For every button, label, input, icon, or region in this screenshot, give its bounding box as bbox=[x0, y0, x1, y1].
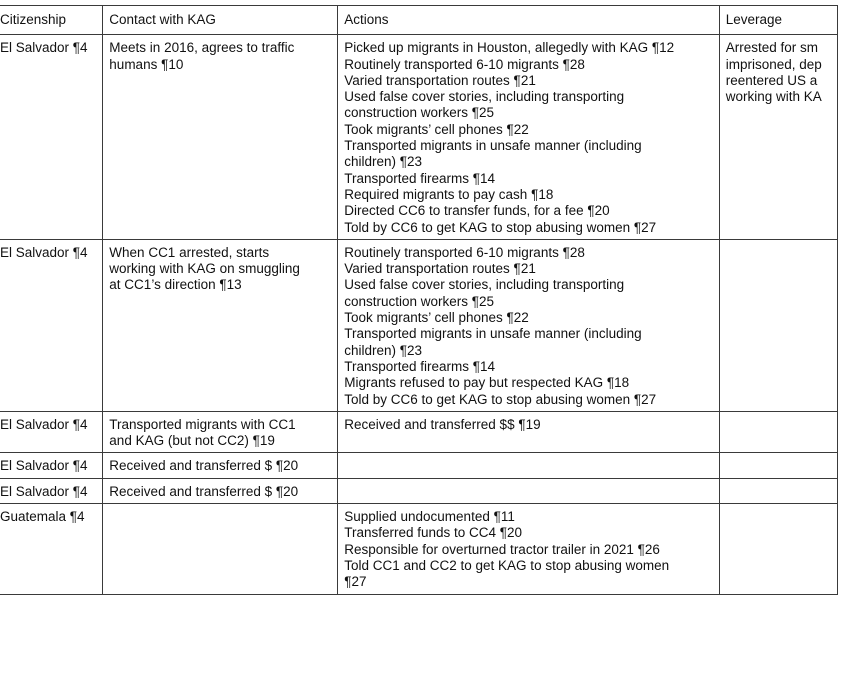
cell-line: Arrested for sm bbox=[725, 40, 819, 56]
cell-line: El Salvador ¶4 bbox=[0, 40, 88, 56]
cell-line: Used false cover stories, including transporting bbox=[344, 277, 625, 293]
contact-cell bbox=[103, 478, 338, 503]
cell-line: Told by CC6 to get KAG to stop abusing women ¶27 bbox=[344, 219, 657, 235]
cell-line: Took migrants’ cell phones ¶22 bbox=[344, 121, 529, 137]
cell-line: Used false cover stories, including transporting bbox=[344, 89, 625, 105]
leverage-cell bbox=[719, 239, 837, 411]
contact-cell bbox=[103, 504, 338, 594]
contact-cell bbox=[103, 453, 338, 478]
cell-line: imprisoned, dep bbox=[725, 56, 822, 72]
cell-line: children) ¶23 bbox=[344, 154, 423, 170]
leverage-cell bbox=[719, 411, 837, 453]
table-row bbox=[0, 411, 838, 453]
cell-line: Guatemala ¶4 bbox=[0, 509, 85, 525]
leverage-cell bbox=[719, 453, 837, 478]
contact-cell bbox=[103, 239, 338, 411]
cell-line: Routinely transported 6-10 migrants ¶28 bbox=[344, 56, 585, 72]
citizenship-cell bbox=[0, 239, 103, 411]
cell-line: Took migrants’ cell phones ¶22 bbox=[344, 310, 529, 326]
table-body bbox=[0, 35, 838, 594]
citizenship-cell bbox=[0, 411, 103, 453]
cell-line: Supplied undocumented ¶11 bbox=[344, 509, 515, 525]
cell-line: Received and transferred $ ¶20 bbox=[109, 458, 299, 474]
header-contact: Contact with KAG bbox=[103, 6, 338, 35]
leverage-cell bbox=[719, 504, 837, 594]
table-row bbox=[0, 478, 838, 503]
evidence-table bbox=[0, 5, 838, 595]
leverage-cell bbox=[719, 35, 837, 240]
actions-cell bbox=[338, 504, 720, 594]
cell-line: Migrants refused to pay but respected KAG ¶18 bbox=[344, 375, 630, 391]
cell-line: Transported migrants in unsafe manner (including bbox=[344, 326, 642, 342]
cell-line: Transported firearms ¶14 bbox=[344, 358, 496, 374]
cell-line: at CC1’s direction ¶13 bbox=[109, 277, 242, 293]
cell-line: Responsible for overturned tractor trailer in 2021 ¶26 bbox=[344, 541, 660, 557]
actions-cell bbox=[338, 453, 720, 478]
cell-line: El Salvador ¶4 bbox=[0, 483, 88, 499]
cell-line: Received and transferred $$ ¶19 bbox=[344, 416, 541, 432]
cell-line: Transported migrants with CC1 bbox=[109, 416, 296, 432]
cell-line: and KAG (but not CC2) ¶19 bbox=[109, 433, 275, 449]
header-row bbox=[0, 6, 838, 35]
cell-line: Transferred funds to CC4 ¶20 bbox=[344, 525, 523, 541]
citizenship-cell bbox=[0, 478, 103, 503]
table-row bbox=[0, 453, 838, 478]
cell-line: working with KAG on smuggling bbox=[109, 261, 300, 277]
cell-line: Directed CC6 to transfer funds, for a fee ¶20 bbox=[344, 203, 610, 219]
header-leverage: Leverage bbox=[719, 6, 837, 35]
table-row bbox=[0, 35, 838, 240]
cell-line: reentered US a bbox=[725, 72, 818, 88]
cell-line: Meets in 2016, agrees to traffic bbox=[109, 40, 295, 56]
cell-line: Told by CC6 to get KAG to stop abusing women ¶27 bbox=[344, 391, 657, 407]
citizenship-cell bbox=[0, 504, 103, 594]
cell-line: Required migrants to pay cash ¶18 bbox=[344, 186, 554, 202]
header-citizenship: Citizenship bbox=[0, 6, 103, 35]
table-row bbox=[0, 504, 838, 594]
header-actions: Actions bbox=[338, 6, 720, 35]
cell-line: El Salvador ¶4 bbox=[0, 416, 88, 432]
actions-cell bbox=[338, 411, 720, 453]
contact-cell bbox=[103, 411, 338, 453]
cell-line: El Salvador ¶4 bbox=[0, 458, 88, 474]
cell-line: ¶27 bbox=[344, 574, 367, 590]
leverage-cell bbox=[719, 478, 837, 503]
cell-line: When CC1 arrested, starts bbox=[109, 244, 270, 260]
cell-line: Routinely transported 6-10 migrants ¶28 bbox=[344, 244, 585, 260]
actions-cell bbox=[338, 239, 720, 411]
cell-line: Varied transportation routes ¶21 bbox=[344, 72, 536, 88]
cell-line: humans ¶10 bbox=[109, 56, 184, 72]
actions-cell bbox=[338, 478, 720, 503]
cell-line: Transported firearms ¶14 bbox=[344, 170, 496, 186]
cell-line: Transported migrants in unsafe manner (including bbox=[344, 138, 642, 154]
contact-cell bbox=[103, 35, 338, 240]
cell-line: working with KA bbox=[725, 89, 822, 105]
cell-line: El Salvador ¶4 bbox=[0, 244, 88, 260]
citizenship-cell bbox=[0, 35, 103, 240]
actions-cell bbox=[338, 35, 720, 240]
cell-line: children) ¶23 bbox=[344, 342, 423, 358]
cell-line: Told CC1 and CC2 to get KAG to stop abusing women bbox=[344, 557, 670, 573]
citizenship-cell bbox=[0, 453, 103, 478]
cell-line: Picked up migrants in Houston, allegedly with KAG ¶12 bbox=[344, 40, 675, 56]
cell-line: Received and transferred $ ¶20 bbox=[109, 483, 299, 499]
cell-line: Varied transportation routes ¶21 bbox=[344, 261, 536, 277]
cell-line: construction workers ¶25 bbox=[344, 105, 495, 121]
table-row bbox=[0, 239, 838, 411]
cell-line: construction workers ¶25 bbox=[344, 293, 495, 309]
